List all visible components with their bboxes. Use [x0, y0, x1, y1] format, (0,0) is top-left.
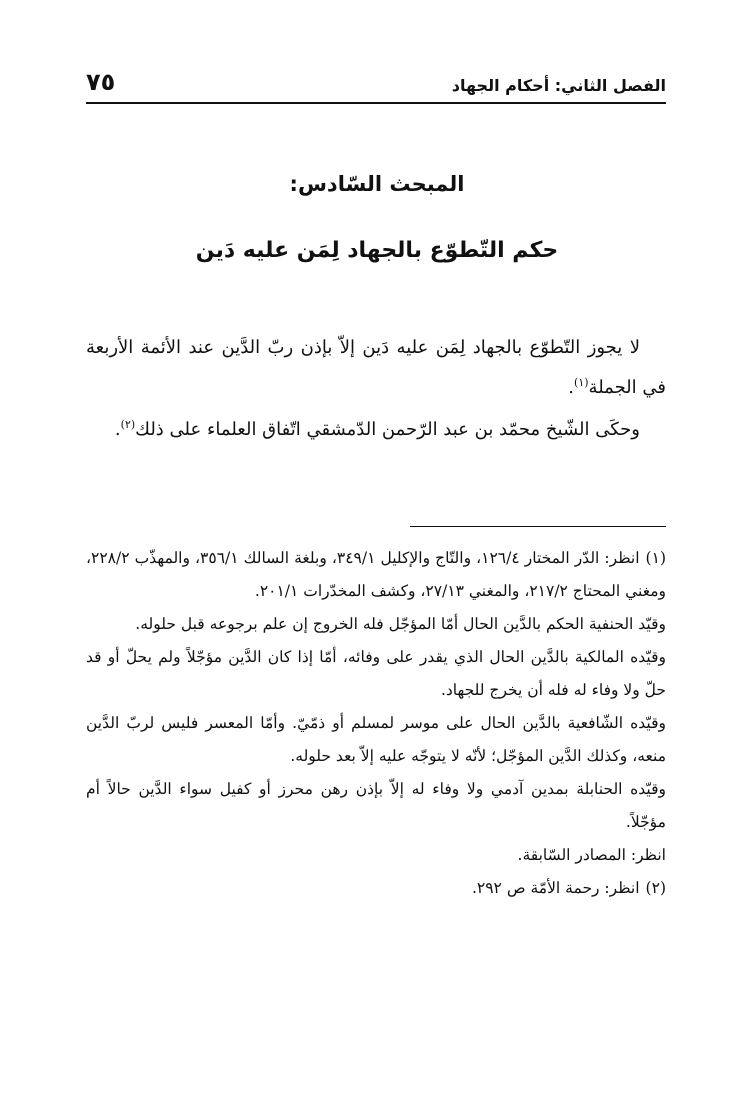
footnote-text: انظر: رحمة الأمّة ص ٢٩٢. — [471, 879, 640, 897]
paragraph: لا يجوز التّطوّع بالجهاد لِمَن عليه دَين إلاّ بإذن ربّ الدَّين عند الأئمة الأربعة في الجملة$^{(١)}$. — [86, 337, 666, 398]
section-title: حكم التّطوّع بالجهاد لِمَن عليه دَين — [195, 238, 559, 263]
footnote-number: (٢) — [645, 879, 666, 897]
page-number: ٧٥ — [86, 68, 116, 96]
running-header — [86, 68, 666, 102]
paragraph-text: وحكَى الشّيخ محمّد بن عبد الرّحمن الدّمشقي اتّفاق العلماء على ذلك — [135, 419, 640, 440]
paragraph: وحكَى الشّيخ محمّد بن عبد الرّحمن الدّمشقي اتّفاق العلماء على ذلك$^{(٢)}$. — [114, 418, 640, 440]
main-text — [86, 328, 666, 450]
chapter-title: الفصل الثاني: أحكام الجهاد — [451, 76, 666, 95]
footnotes — [86, 542, 666, 905]
header-divider — [86, 102, 666, 104]
footnote-ref[interactable]: (١) — [574, 376, 589, 389]
section-label: المبحث السّادس: — [289, 172, 465, 196]
footnote — [86, 542, 666, 608]
footnote-separator — [410, 526, 666, 527]
paragraph-text: لا يجوز التّطوّع بالجهاد لِمَن عليه دَين إلاّ بإذن ربّ الدَّين عند الأئمة الأربعة في الجملة — [86, 337, 666, 398]
footnote-paragraph: وقيّد الحنفية الحكم بالدَّين الحال أمّا المؤجّل فله الخروج إن علم برجوعه قبل حلوله. — [135, 615, 666, 633]
footnote-text: انظر: الدّر المختار ١٢٦/٤، والتّاج والإكليل ٣٤٩/١، وبلغة السالك ٣٥٦/١، والمهذّب ٢٢٨/٢، ومغني المحتاج ٢١٧/٢، والمغني ٢٧/١٣، وكشف المخدّرات ٢٠١/١. — [86, 549, 666, 600]
footnote-number: (١) — [645, 549, 666, 567]
footnote-paragraph: وقيّده الحنابلة بمدين آدمي ولا وفاء له إلاّ بإذن رهن محرز أو كفيل سواء الدَّين حالاً أم مؤجّلاً. — [86, 780, 666, 831]
footnote — [86, 872, 666, 905]
footnote-paragraph: وقيّده الشّافعية بالدَّين الحال على موسر لمسلم أو ذمّيّ. وأمّا المعسر فليس لربّ الدَّين منعه، وكذلك الدَّين المؤجّل؛ لأنّه لا يتوجّه عليه إلاّ بعد حلوله. — [86, 714, 666, 765]
footnote-ref[interactable]: (٢) — [120, 418, 136, 431]
footnote-paragraph: وقيّده المالكية بالدَّين الحال الذي يقدر على وفائه، أمّا إذا كان الدَّين مؤجّلاً ولم يحلّ أو قد حلّ ولا وفاء له فله أن يخرج للجهاد. — [86, 648, 666, 699]
footnote-paragraph: انظر: المصادر السّابقة. — [517, 846, 666, 864]
